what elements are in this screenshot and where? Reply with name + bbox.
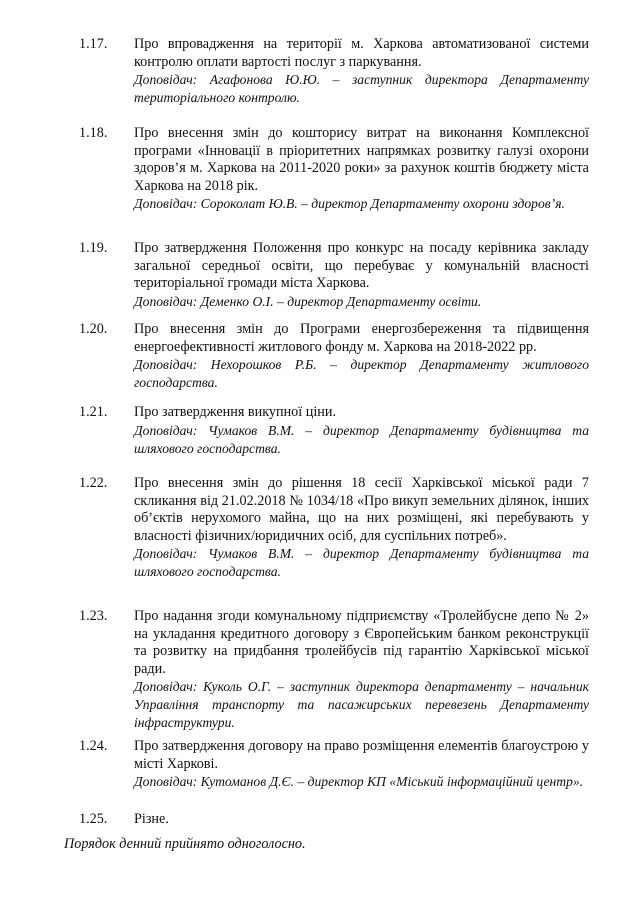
item-number: 1.20. — [79, 321, 108, 337]
item-reporter: Доповідач: Чумаков В.М. – директор Департаменту будівництва та шляхового господарства. — [134, 422, 589, 456]
item-number: 1.18. — [79, 125, 108, 141]
item-text: Про впровадження на території м. Харкова автоматизованої системи контролю оплати вартості послуг з паркування. — [134, 36, 589, 70]
item-text: Про затвердження Положення про конкурс на посаду керівника закладу загальної середньої освіти, що перебуває у комунальній власності територіальної громади міста Харкова. — [134, 240, 589, 292]
item-text: Про внесення змін до Програми енергозбереження та підвищення енергоефективності житлового фонду м. Харкова на 2018-2022 рр. — [134, 321, 589, 355]
item-number: 1.19. — [79, 240, 108, 256]
item-text: Різне. — [134, 811, 169, 827]
item-reporter: Доповідач: Куколь О.Г. – заступник директора департаменту – начальник Управління транспорту та пасажирських перевезень Департаменту інфраструктури. — [134, 679, 589, 731]
item-number: 1.17. — [79, 36, 108, 52]
item-number: 1.24. — [79, 738, 108, 754]
item-text: Про затвердження викупної ціни. — [134, 404, 337, 420]
item-text: Про затвердження договору на право розміщення елементів благоустрою у місті Харкові. — [134, 738, 589, 772]
item-text: Про надання згоди комунальному підприємству «Тролейбусне депо № 2» на укладання кредитного договору з Європейським банком реконструкції та розвитку на придбання тролейбусів під гарантію Харківської міської ради. — [134, 608, 589, 677]
item-reporter: Доповідач: Чумаков В.М. – директор Департаменту будівництва та шляхового господарства. — [134, 546, 589, 580]
item-text: Про внесення змін до кошторису витрат на виконання Комплексної програми «Інновації в пріоритетних напрямках розвитку галузі охорони здоров’я м. Харкова на 2011-2020 роки» за рахунок коштів бюджету міста Харкова на 2018 рік. — [134, 125, 589, 194]
item-text: Про внесення змін до рішення 18 сесії Харківської міської ради 7 скликання від 21.02.2018 № 1034/18 «Про викуп земельних ділянок, інших об’єктів нерухомого майна, що на них розміщені, які перебувають у власності фізичних/юридичних осіб, для суспільних потреб». — [134, 475, 589, 544]
item-number: 1.25. — [79, 811, 108, 827]
item-reporter: Доповідач: Сороколат Ю.В. – директор Департаменту охорони здоров’я. — [134, 196, 565, 212]
item-reporter: Доповідач: Деменко О.І. – директор Департаменту освіти. — [134, 293, 482, 309]
closing-statement: Порядок денний прийнято одноголосно. — [64, 836, 306, 852]
item-reporter: Доповідач: Нехорошков Р.Б. – директор Департаменту житлового господарства. — [134, 357, 589, 391]
item-number: 1.23. — [79, 608, 108, 624]
item-number: 1.21. — [79, 404, 108, 420]
item-reporter: Доповідач: Агафонова Ю.Ю. – заступник директора Департаменту територіального контролю. — [134, 72, 589, 106]
item-number: 1.22. — [79, 475, 108, 491]
item-reporter: Доповідач: Кутоманов Д.Є. – директор КП «Міський інформаційний центр». — [134, 774, 584, 790]
